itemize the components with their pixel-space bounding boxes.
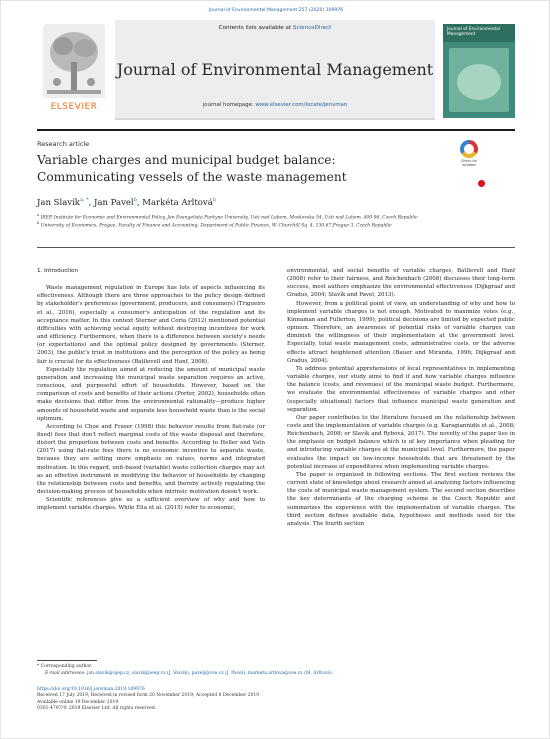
sciencedirect-link[interactable]: ScienceDirect [292,25,332,31]
contents-line [115,25,435,31]
author-name[interactable]: Jan Slavík [37,197,80,208]
right-column [287,267,515,528]
paragraph: Our paper contributes to the literature focused on the relationship between costs and the implementation of variable charges (e.g. Karagiannidis et al., 2008; Reichenbach, 2008; or Slavík and Rybová, 2017). The novelty of the paper lies in the emphasis on budget balance which is of key importance when pleading for and introducing variable charges at the municipal level. Furthermore, the paper evaluates the impact on low-income households that are threatened by the potential increase of expenditures when implementing variable charges. [287,414,515,470]
journal-cover-thumbnail[interactable] [443,24,515,118]
paragraph: However, from a political point of view, an understanding of why and how to implement variable charges is not enough. Motivated to maximize votes (e.g., Kinnaman and Fullerton, 1999), political decisions are limited by expected public opinion. Therefore, an awareness of potential risks of variable charges can diminish the willingness of their implementation at the government level. Especially, total waste management costs, administrative costs, or the adverse effects attract heightened attention (Bauer and Miranda, 1996; Dijkgraaf and Gradus, 2004). [287,300,515,364]
tree-icon [43,24,105,98]
author-separator: , [136,197,143,208]
author-marks[interactable]: a, * [79,197,89,203]
contents-prefix: Contents lists available at [218,25,293,31]
online-date: Available online 19 December 2019 [37,699,119,705]
author-list [37,197,216,208]
cover-image-detail [457,64,501,100]
copyright: 0301-4797/© 2019 Elsevier Ltd. All rights reserved. [37,706,157,712]
affiliation-b [37,221,515,229]
paragraph: Waste management regulation in Europe has lots of aspects influencing its effectiveness. Although there are three approaches to the policy design defined by stakeholder's preferences (government, producers, and consumers) (Trigueiro et al., 2016), especially a consumer's anticipation of the regulation and its acceptance matter. In this context Sterner and Coria (2012) mentioned potential difficulties with achieving social equity without destroying incentives for work and efficiency. Furthermore, when there is a difference between society's needs (or expectations) and the optimal policy designed by governments (Sterner, 2003), the public's trust in institutions and the perception of the policy as being fair is crucial for its effectiveness (Batllevell and Hanf, 2008). [37,285,265,365]
cover-title: Journal of Environmental Management [447,27,500,37]
red-marker-dot [478,180,485,187]
article-title: Variable charges and municipal budget balance: Communicating vessels of the waste management [37,153,347,184]
author-marks[interactable]: b [212,197,216,203]
homepage-link[interactable]: www.elsevier.com/locate/jenvman [255,102,348,108]
paragraph: environmental, and social benefits of variable charges, Batllevell and Hanf (2008) refer to their fairness, and Reichenbach (2008) discusses their long-term success, most authors emphasize the environmental effectiveness (Dijkgraaf and Gradus, 2004; Slavík and Pavel, 2013). [287,268,515,299]
section-heading: 1. Introduction [37,268,78,274]
affiliation-mark: b [37,221,40,225]
elsevier-wordmark: ELSEVIER [50,102,98,112]
author-separator: , [88,197,95,208]
affiliation-text: University of Economics, Prague, Faculty of Finance and Accounting, Department of Public Finance, W. Churchill Sq. 4, 130 67,Prague 3, Czech Republic [40,223,392,229]
corresponding-text: Corresponding author. [39,664,93,669]
abstract-divider [37,247,515,248]
author-marks[interactable]: b [133,197,137,203]
article-metadata [37,687,515,713]
left-column [37,267,265,513]
paragraph: The paper is organized in following sections. The first section reviews the current state of knowledge about research aimed at analyzing factors influencing the costs of municipal waste management system. The second section describes the key determinants of the charging scheme in the Czech Republic and summarizes the experience with the implementation of variable charges. The third section defines available data, hypotheses and methods used for the analysis. The fourth section [287,471,515,527]
footnotes [37,664,515,677]
paragraph: Especially the regulation aimed at reducing the amount of municipal waste generation and increasing the municipal waste separation requires an active, conscious, and purposeful effort of households. However, based on the comparison of costs and benefits of their actions (Porter, 2002), households often make decisions that differ from the environmental rationality—produce higher amounts of household waste and separate less household waste than is the social optimum. [37,366,265,422]
corresponding-author-note [37,664,515,671]
received-dates: Received 17 July 2019; Received in revised form 20 November 2019; Accepted 8 December 2019 [37,693,260,699]
paragraph: Scientific references give us a sufficient overview of why and how to implement variable charges. While Elia et al. (2015) refer to economic, [37,497,265,512]
check-updates-label: Check for updates [460,159,478,167]
email-addresses [37,671,515,678]
email-label: E-mail addresses: [45,670,87,676]
header-divider [37,129,515,131]
journal-banner [115,20,435,120]
homepage-line [115,102,435,108]
check-for-updates-button[interactable] [458,140,480,166]
paragraph: According to Choe and Fraser (1998) this behavior results from flat-rate (or fixed) fees that don't reflect marginal costs of the waste disposal and therefore, distort the proportion between costs and benefits. According to Heller and Vatn (2017) using flat-rate fees there is no economic incentive to separate waste, because they are setting more emphasis on values, norms and integrated motivation. In this regard, unit-based (variable) waste collection charges may act as an effective instrument in modifying the behavior of households by changing the relationship between costs and benefits, and thereby actively regulating the decision-making process of households when intrinsic motivation doesn't work. [37,423,265,496]
homepage-prefix: journal homepage: [202,102,256,108]
journal-name[interactable]: Journal of Environmental Management [116,60,434,79]
doi-link[interactable]: https://doi.org/10.1016/j.jenvman.2019.109976 [37,687,145,692]
journal-citation[interactable]: Journal of Environmental Management 257 (2020) 109976 [208,8,344,13]
author-name[interactable]: Markéta Arltová [142,197,213,208]
paragraph: To address potential apprehensions of local representatives in implementing variable charges, our study aims to find if and how variable charges influence the balance (costs, and revenues) of the municipal waste budget. Furthermore, we evaluate the environmental effectiveness of variable charges and other (especially situational) factors that influence municipal waste generation and separation. [287,365,515,413]
article-type: Research article [37,140,90,148]
check-updates-icon [460,140,478,158]
elsevier-logo[interactable] [37,20,111,120]
email-links[interactable]: jan.slavik@ujep.cz, slavik@ieep.cz (J. Slavík), pavelj@vse.cz (J. Pavel), marketa.arltova@vse.cz (M. Arltová). [86,670,334,676]
affiliation-a [37,213,515,221]
journal-header [37,20,515,122]
affiliation-mark: a [37,213,40,217]
author-name[interactable]: Jan Pavel [94,197,134,208]
footnote-divider [37,660,97,661]
affiliation-text: IEEP, Institute for Economic and Environmental Policy, Jan Evangelista Purkyne University, Usti nad Labem, Moskevska 54, Usti nad Labem, 400 96, Czech Republic [40,215,418,221]
corresponding-mark: * [37,664,40,669]
